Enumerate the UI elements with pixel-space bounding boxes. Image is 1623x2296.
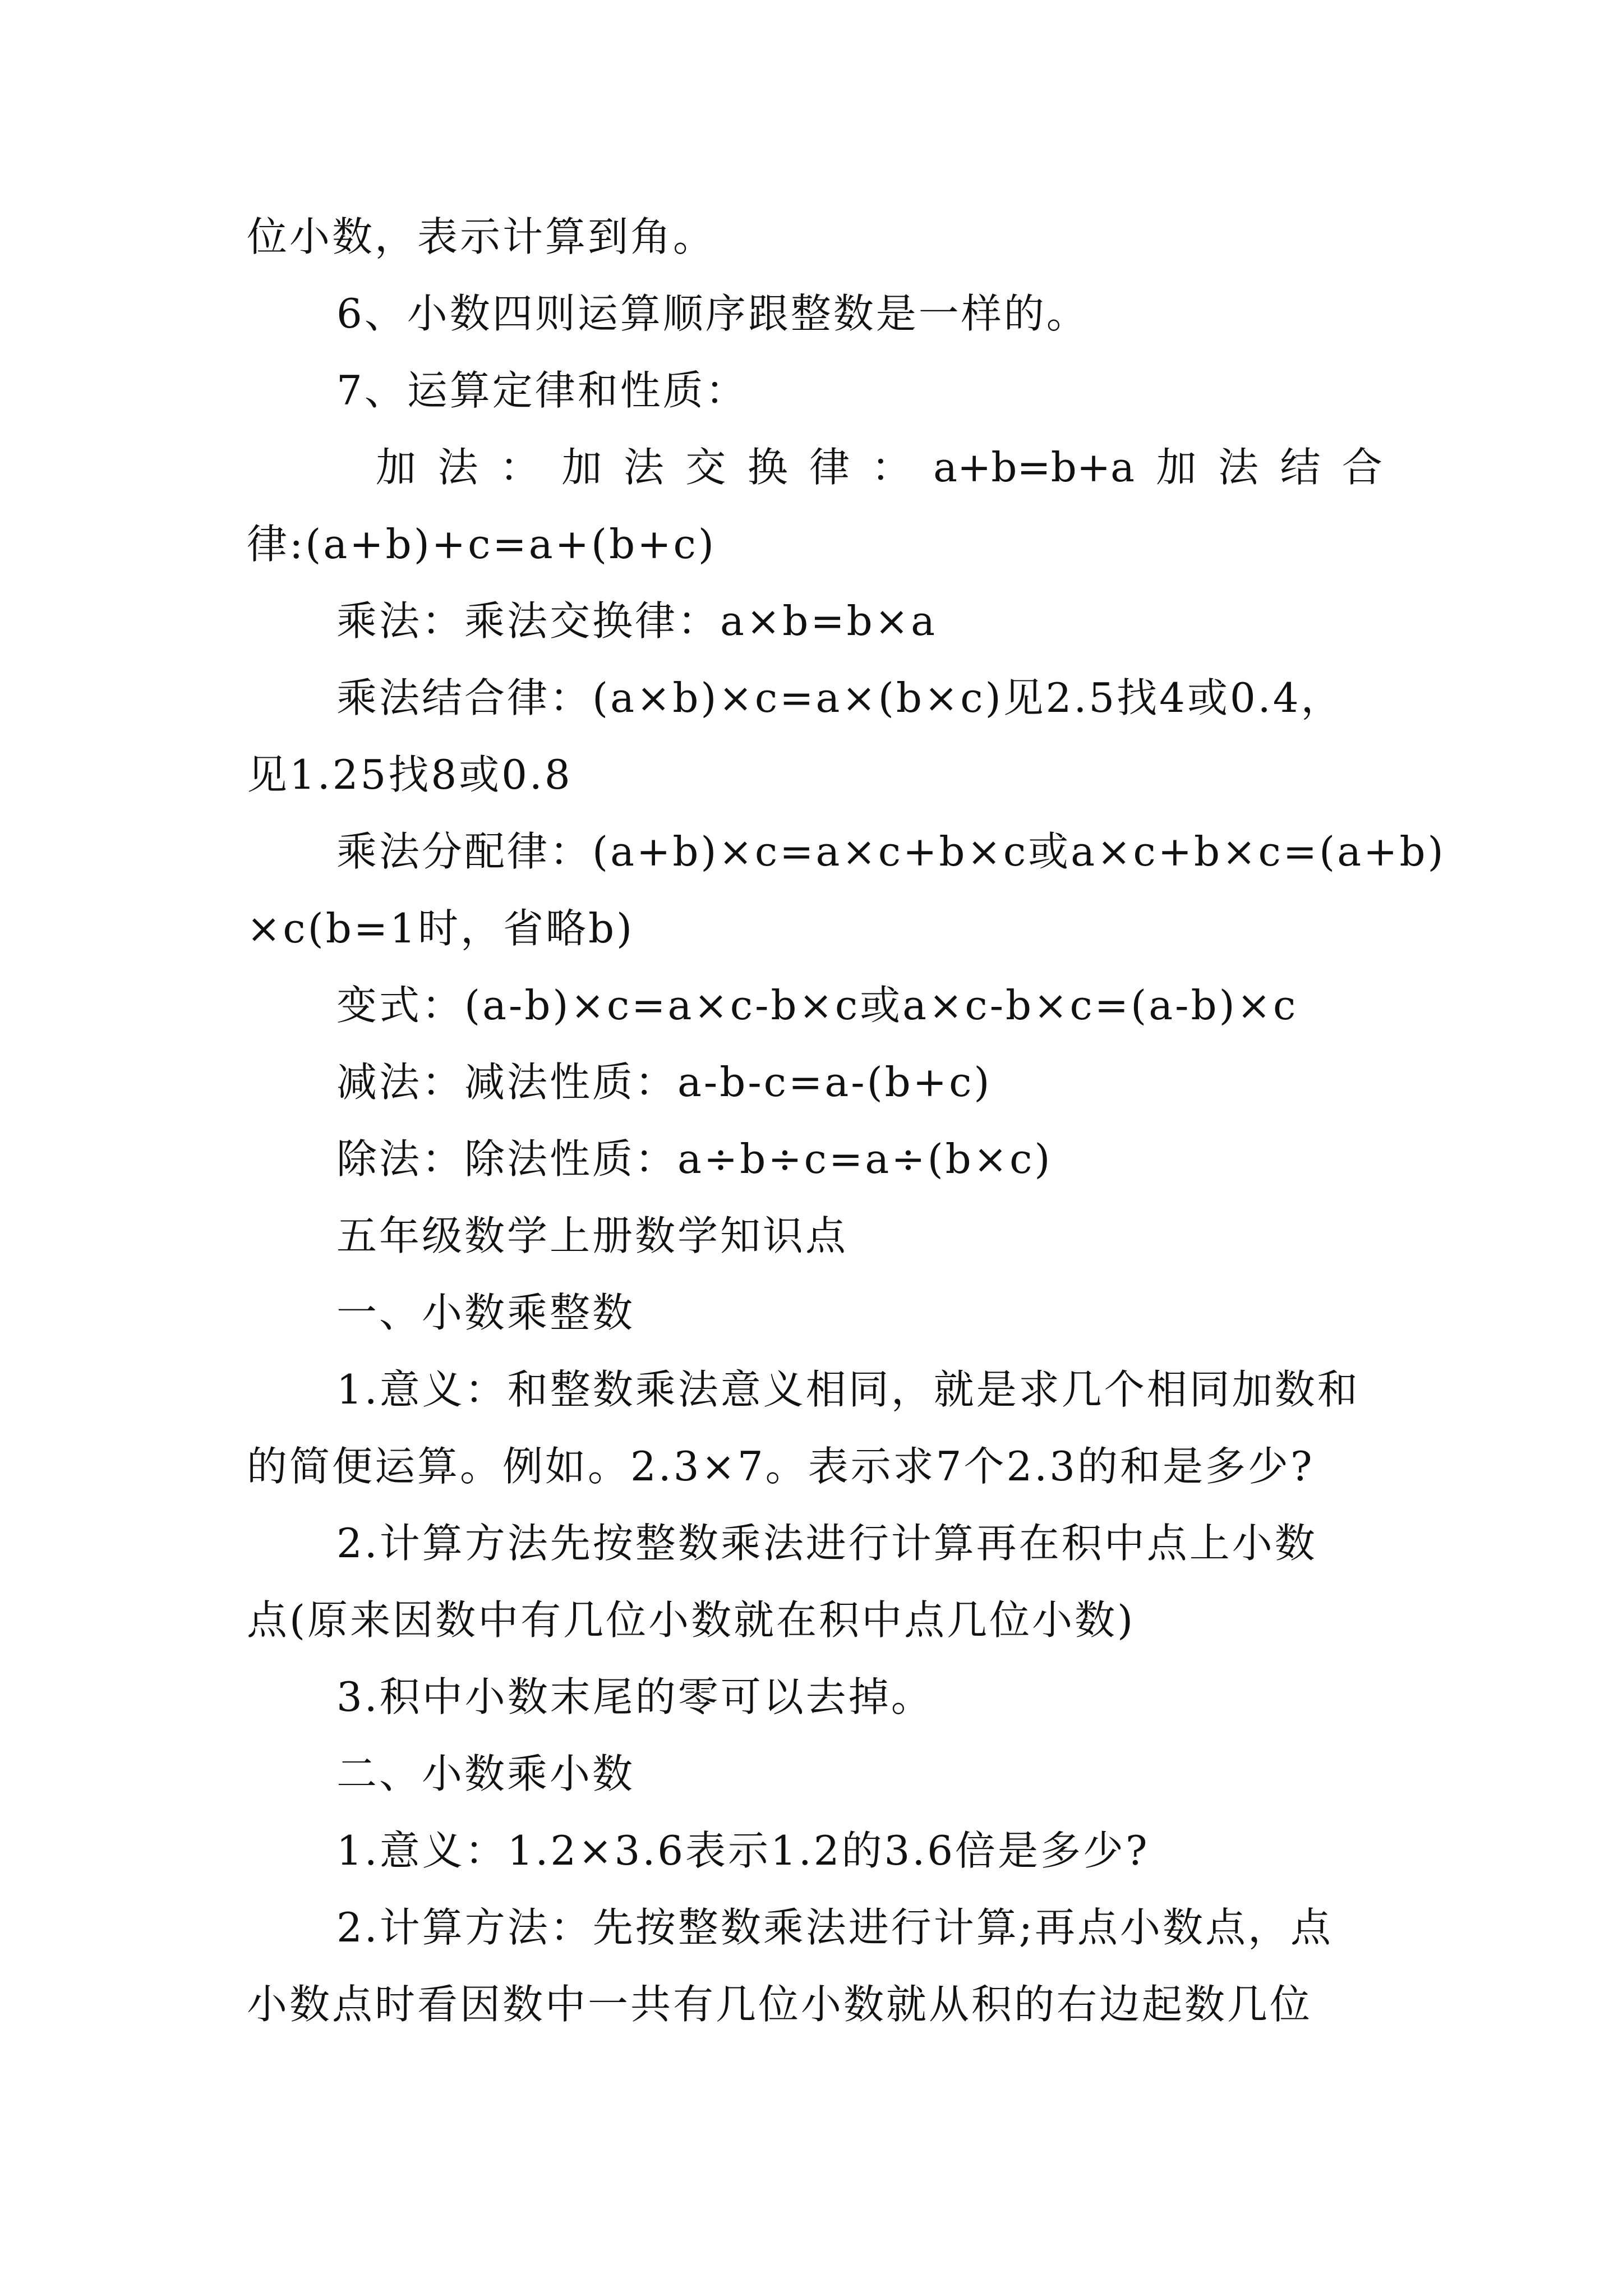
text-glyph: 法 (623, 444, 664, 491)
text-glyph: a+b=b+a (933, 444, 1135, 491)
text-glyph: 法 (437, 444, 478, 491)
text-line: 的简便运算。例如。2.3×7。表示求7个2.3的和是多少? (247, 1443, 1315, 1490)
text-line: 6、小数四则运算顺序跟整数是一样的。 (336, 290, 1089, 337)
section-heading: 一、小数乘整数 (336, 1289, 635, 1336)
text-line: ×c(b=1时，省略b) (247, 905, 635, 952)
text-line: 1.意义：和整数乘法意义相同，就是求几个相同加数和 (336, 1366, 1360, 1413)
text-line: 见1.25找8或0.8 (247, 751, 573, 798)
section-heading: 二、小数乘小数 (336, 1750, 635, 1797)
text-glyph: 换 (747, 444, 788, 491)
text-glyph: 加 (376, 444, 417, 491)
text-glyph: 加 (561, 444, 602, 491)
text-glyph: 加 (1156, 444, 1197, 491)
text-line: 乘法结合律：(a×b)×c=a×(b×c)见2.5找4或0.4， (336, 674, 1344, 721)
text-line: 1.意义：1.2×3.6表示1.2的3.6倍是多少? (336, 1827, 1150, 1874)
text-line: 小数点时看因数中一共有几位小数就从积的右边起数几位 (247, 1981, 1313, 2028)
text-glyph: 交 (685, 444, 726, 491)
text-line: 变式：(a-b)×c=a×c-b×c或a×c-b×c=(a-b)×c (336, 982, 1298, 1029)
text-line: 2.计算方法：先按整数乘法进行计算;再点小数点，点 (336, 1904, 1333, 1951)
text-glyph: ： (871, 444, 912, 491)
text-line: 点(原来因数中有几位小数就在积中点几位小数) (247, 1596, 1136, 1644)
text-glyph: 合 (1341, 444, 1382, 491)
text-glyph: ： (499, 444, 540, 491)
text-line: 2.计算方法先按整数乘法进行计算再在积中点上小数 (336, 1520, 1317, 1567)
text-line: 除法：除法性质：a÷b÷c=a÷(b×c) (336, 1135, 1053, 1182)
text-line: 位小数，表示计算到角。 (247, 213, 716, 260)
text-line: 乘法分配律：(a+b)×c=a×c+b×c或a×c+b×c=(a+b) (336, 828, 1446, 875)
spread-text-line (376, 439, 1382, 495)
text-line: 律:(a+b)+c=a+(b+c) (247, 521, 716, 568)
text-line: 乘法：乘法交换律：a×b=b×a (336, 597, 938, 645)
text-glyph: 结 (1280, 444, 1321, 491)
text-glyph: 法 (1218, 444, 1258, 491)
text-line: 3.积中小数末尾的零可以去掉。 (336, 1673, 934, 1720)
section-title: 五年级数学上册数学知识点 (336, 1212, 849, 1259)
text-glyph: 律 (809, 444, 850, 491)
text-line: 减法：减法性质：a-b-c=a-(b+c) (336, 1059, 992, 1106)
text-line: 7、运算定律和性质： (336, 367, 748, 414)
